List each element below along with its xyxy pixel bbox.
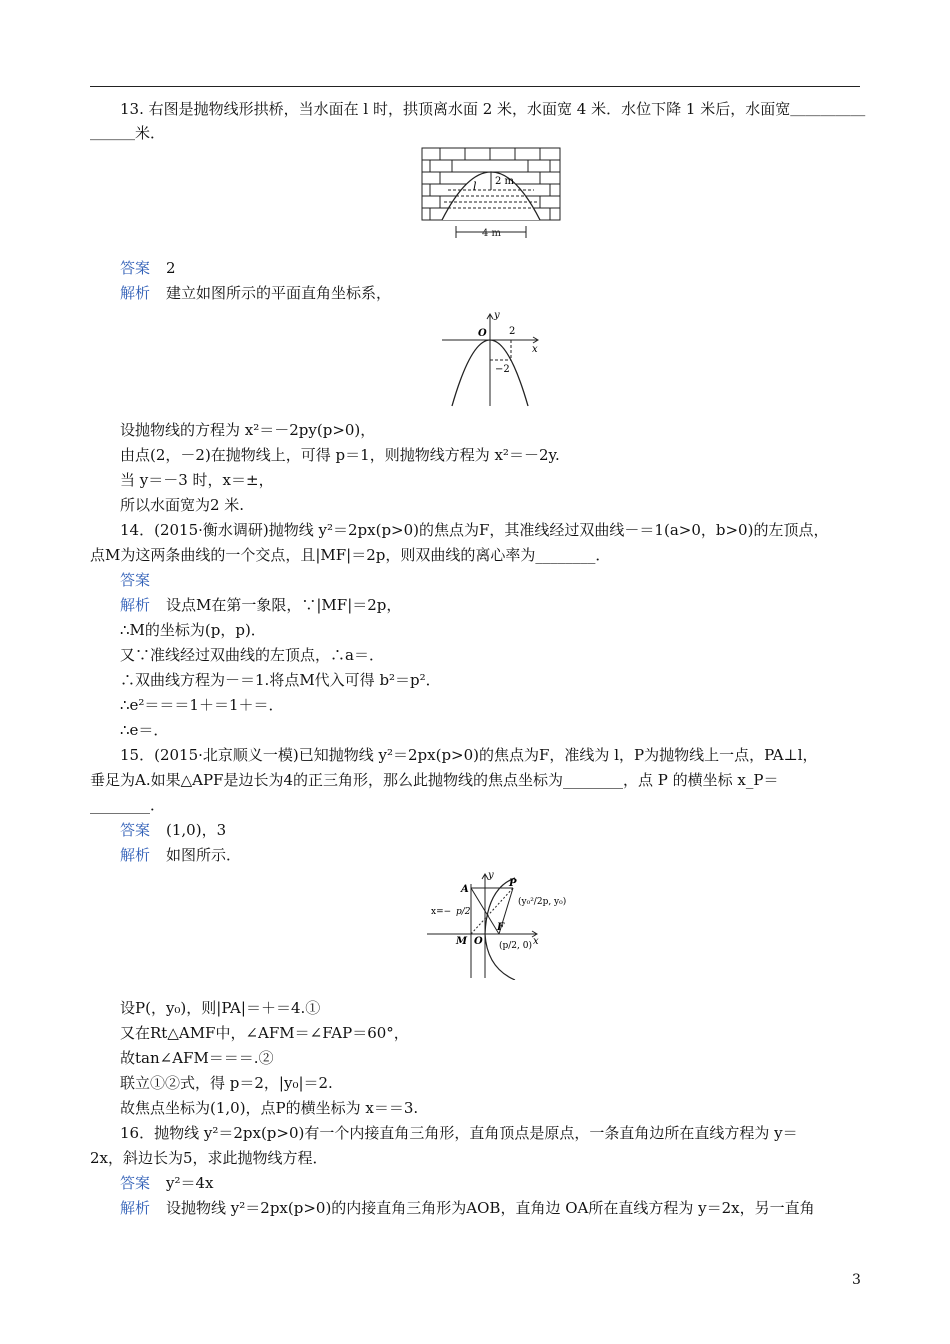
analysis-label: 解析 [120,846,151,864]
arch-bridge-figure [420,146,565,242]
svg-text:(y₀²/2p, y₀): (y₀²/2p, y₀) [518,897,567,907]
q15-answer: 答案 (1,0)，3 [120,821,227,839]
q13-line1: 13. 右图是抛物线形拱桥，当水面在 l 时，拱顶离水面 2 米，水面宽 4 米．水位下降 1 米后，水面宽＿＿＿＿＿ [120,100,866,118]
q14-answer [120,570,166,590]
svg-text:O: O [474,936,483,947]
q14-s4: ∴双曲线方程为－＝1.将点M代入可得 b²＝p²． [120,671,441,689]
q13-s1: 设抛物线的方程为 x²＝－2py(p>0)， [120,421,376,439]
q16-answer: 答案 y²＝4x [120,1174,214,1192]
svg-text:F: F [497,922,505,933]
answer-label: 答案 [120,259,151,277]
analysis-label: 解析 [120,596,151,614]
svg-text:y: y [488,870,494,881]
svg-text:x: x [533,936,539,947]
svg-text:M: M [456,936,468,947]
answer-label: 答案 [120,1174,151,1192]
page-number: 3 [852,1272,861,1288]
q15-s5: 故焦点坐标为(1,0)，点P的横坐标为 x＝＝3. [120,1099,419,1117]
svg-text:y: y [494,310,500,321]
q15-line2: 垂足为A.如果△APF是边长为4的正三角形，那么此抛物线的焦点坐标为________，点 P 的横坐标 x_P＝ [90,771,779,789]
svg-text:(p/2, 0): (p/2, 0) [499,941,532,951]
svg-text:P: P [509,878,517,889]
fig-label-height: 2 m [495,176,515,187]
svg-text:x=−: x=− [431,907,452,917]
q13-s4: 所以水面宽为2 米. [120,496,245,514]
q14-analysis: 解析 设点M在第一象限，∵|MF|＝2p， [120,596,402,614]
header-rule [90,86,860,87]
q15-s3: 故tan∠AFM＝＝＝.② [120,1049,274,1067]
svg-text:O: O [478,328,487,339]
svg-text:2: 2 [509,326,516,337]
q15-line3: ________． [90,796,166,814]
q15-line1: 15．(2015·北京顺义一模)已知抛物线 y²＝2px(p>0)的焦点为F，准线为 l，P为抛物线上一点，PA⊥l， [120,746,818,764]
q16-analysis: 解析 设抛物线 y²＝2px(p>0)的内接直角三角形为AOB，直角边 OA所在直线方程为 y＝2x，另一直角 [120,1199,815,1217]
q13-line2: ＿＿＿米． [90,124,166,142]
q13-answer: 答案 2 [120,259,176,277]
analysis-label: 解析 [120,284,151,302]
fig-label-l: l [473,180,477,193]
q13-s2: 由点(2，－2)在抛物线上，可得 p＝1，则抛物线方程为 x²＝－2y. [120,446,560,464]
svg-text:x: x [532,344,538,355]
q14-s3: 又∵准线经过双曲线的左顶点，∴a＝． [120,646,384,664]
q16-line1: 16．抛物线 y²＝2px(p>0)有一个内接直角三角形，直角顶点是原点，一条直角边所在直线方程为 y＝ [120,1124,798,1142]
svg-text:−2: −2 [495,364,510,375]
analysis-label: 解析 [120,1199,151,1217]
q15-s2: 又在Rt△AMF中，∠AFM＝∠FAP＝60°， [120,1024,409,1042]
svg-text:p/2: p/2 [456,907,471,917]
q14-s6: ∴e＝． [120,721,169,739]
svg-text:A: A [461,884,469,895]
parabola-coordinate-figure [438,308,548,408]
fig-label-width: 4 m [482,228,502,239]
q13-s3: 当 y＝－3 时，x＝±， [120,471,274,489]
q14-line2: 点M为这两条曲线的一个交点，且|MF|＝2p，则双曲线的离心率为________． [90,546,611,564]
q15-s4: 联立①②式，得 p＝2，|y₀|＝2. [120,1074,333,1092]
focus-triangle-figure [425,868,575,980]
q13-analysis: 解析 建立如图所示的平面直角坐标系， [120,284,392,302]
q15-s1: 设P(，y₀)，则|PA|＝＋＝4.① [120,999,321,1017]
q14-line1: 14．(2015·衡水调研)抛物线 y²＝2px(p>0)的焦点为F，其准线经过双曲线－＝1(a>0，b>0)的左顶点， [120,521,829,539]
answer-label: 答案 [120,821,151,839]
q15-analysis: 解析 如图所示． [120,846,242,864]
q16-line2: 2x，斜边长为5，求此抛物线方程． [90,1149,328,1167]
q14-s2: ∴M的坐标为(p，p)． [120,621,266,639]
answer-label: 答案 [120,571,151,589]
q14-s5: ∴e²＝＝＝1＋＝1＋＝． [120,696,284,714]
